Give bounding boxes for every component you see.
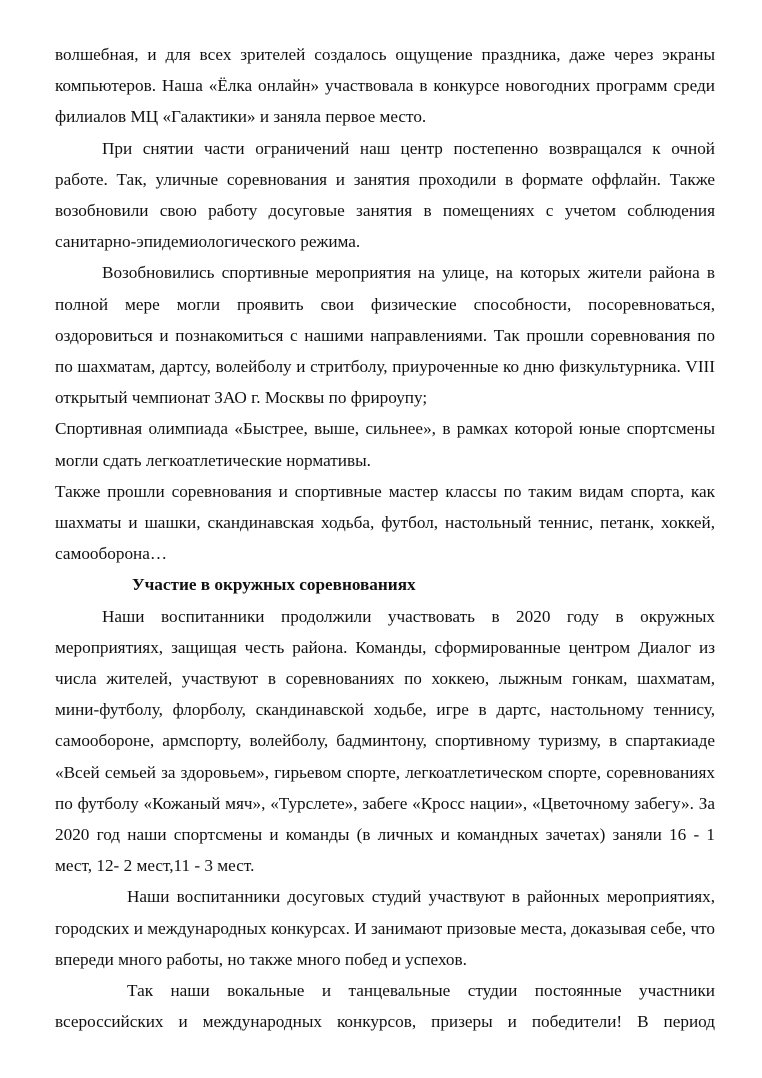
paragraph-continuation: волшебная, и для всех зрителей создалось ощущение праздника, даже через экраны компьютеров. Наша «Ёлка онлайн» участвовала в конкурсе новогодних программ среди филиалов МЦ «Галактики» и заняла первое место. xyxy=(55,45,715,127)
paragraph-olympiad: Спортивная олимпиада «Быстрее, выше, сильнее», в рамках которой юные спортсмены могли сдать легкоатлетические нормативы. xyxy=(55,419,715,470)
paragraph-district-competitions: Наши воспитанники продолжили участвовать в 2020 году в окружных мероприятиях, защищая честь района. Команды, сформированные центром Диалог из числа жителей, участвуют в соревнованиях по хоккею, лыжным гонкам, шахматам, мини-футболу, флорболу, скандинавской ходьбе, игре в дартс, настольному теннису, самообороне, армспорту, волейболу, бадминтону, спортивному туризму, в спартакиаде «Всей семьей за здоровьем», гирьевом спорте, легкоатлетическом спорте, соревнованиях по футболу «Кожаный мяч», «Турслете», забеге «Кросс нации», «Цветочному забегу». За 2020 год наши спортсмены и команды (в личных и командных зачетах) заняли 16 - 1 мест, 12- 2 мест,11 - 3 мест. xyxy=(55,606,715,876)
paragraph-master-classes: Также прошли соревнования и спортивные мастер классы по таким видам спорта, как шахматы и шашки, скандинавская ходьба, футбол, настольный теннис, петанк, хоккей, самооборона… xyxy=(55,481,715,564)
paragraph-outdoor-sports: Возобновились спортивные мероприятия на улице, на которых жители района в полной мере могли проявить свои физические способности, посоревноваться, оздоровиться и познакомиться с нашими направлениями. Так прошли соревнования по по шахматам, дартсу, волейболу и стритболу, приуроченные ко дню физкультурника. VIII открытый чемпионат ЗАО г. Москвы по фрироупу; xyxy=(55,263,715,408)
paragraph-restrictions: При снятии части ограничений наш центр постепенно возвращался к очной работе. Так, уличные соревнования и занятия проходили в формате оффлайн. Также возобновили свою работу досуговые занятия в помещениях с учетом соблюдения санитарно-эпидемиологического режима. xyxy=(55,138,715,252)
paragraph-studios: Наши воспитанники досуговых студий участвуют в районных мероприятиях, городских и международных конкурсах. И занимают призовые места, доказывая себе, что впереди много работы, но также много побед и успехов. xyxy=(55,887,715,969)
paragraph-vocal-dance: Так наши вокальные и танцевальные студии постоянные участники всероссийских и международных конкурсов, призеры и победители! В период xyxy=(55,981,715,1032)
section-heading: Участие в окружных соревнованиях xyxy=(132,575,416,595)
document-body xyxy=(55,39,715,1038)
